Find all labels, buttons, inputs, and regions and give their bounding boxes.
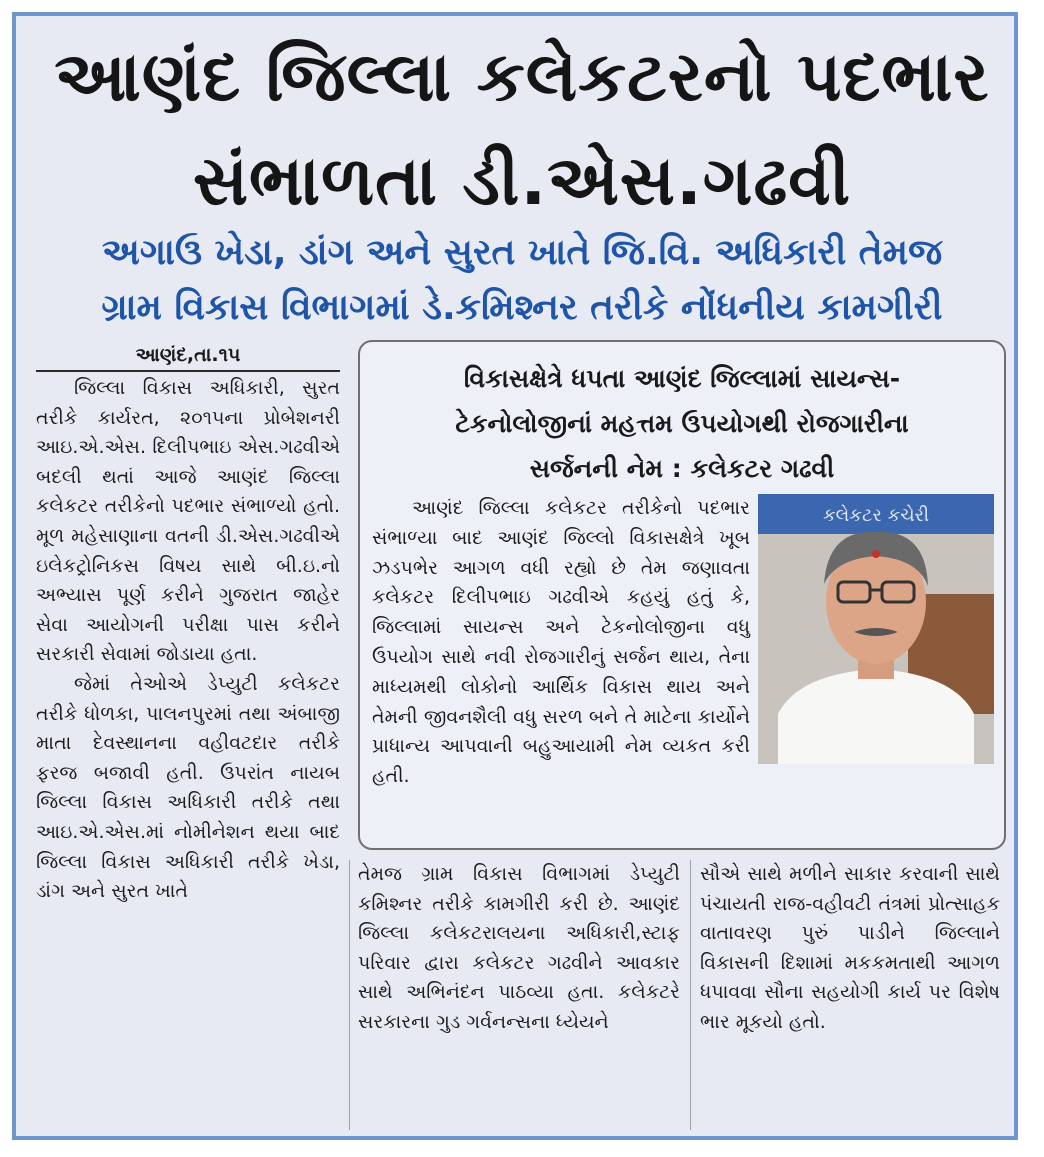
column-1-paragraph-2: જેમાં તેઓએ ડેપ્યુટી કલેકટર તરીકે ધોળકા, પાલનપુરમાં તથા અંબાજી માતા દેવસ્થાનના વહીવટદાર તરીકે ફરજ બજાવી હતી. ઉપરાંત નાયબ જિલ્લા વિકાસ અધિકારી તરીકે તથા આઇ.એ.એસ.માં નોમીનેશન થયા બાદ જિલ્લા વિકાસ અધિકારી તરીકે ખેડા, ડાંગ અને સુરત ખાતે	[36, 672, 340, 903]
box-body	[372, 494, 994, 792]
subheadline-line-1: અગાઉ ખેડા, ડાંગ અને સુરત ખાતે જિ.વિ. અધિકારી તેમજ	[101, 232, 943, 273]
box-title-line-3: સર્જનની નેમ : કલેકટર ગઢવી	[529, 454, 835, 483]
sidebar-box	[358, 340, 1006, 850]
subheadline-line-2: ગ્રામ વિકાસ વિભાગમાં ડે.કમિશ્નર તરીકે નોંધનીય કામગીરી	[101, 287, 943, 328]
column-3-text: સૌએ સાથે મળીને સાકાર કરવાની સાથે પંચાયતી રાજ-વહીવટી તંત્રમાં પ્રોત્સાહક વાતાવરણ પુરું પાડીને જિલ્લાને વિકાસની દિશામાં મકકમતાથી આગળ ધપાવવા સૌના સહયોગી કાર્ય પર વિશેષ ભાર મૂકયો હતો.	[700, 863, 1000, 1033]
article-column-1	[36, 374, 340, 907]
box-title-line-2: ટેકનોલોજીનાં મહત્તમ ઉપયોગથી રોજગારીના	[455, 409, 909, 438]
box-body-text: આણંદ જિલ્લા કલેકટર તરીકેનો પદભાર સંભાળ્યા બાદ આણંદ જિલ્લો વિકાસક્ષેત્રે ખૂબ ઝડપભેર આગળ વધી રહ્યો છે તેમ જણાવતા કલેકટર દિલીપભાઇ ગઢવીએ કહયું હતું કે, જિલ્લામાં સાયન્સ અને ટેકનોલોજીના વધુ ઉપયોગ સાથે નવી રોજગારીનું સર્જન થાય, તેના માધ્યમથી લોકોનો આર્થિક વિકાસ થાય અને તેમની જીવનશૈલી વધુ સરળ બને તે માટેના કાર્યોને પ્રાધાન્ય આપવાની બહુઆયામી નેમ વ્યકત કરી હતી.	[372, 497, 750, 788]
column-divider-2	[690, 860, 691, 1130]
column-1-paragraph-1: જિલ્લા વિકાસ અધિકારી, સુરત તરીકે કાર્યરત, ૨૦૧૫ના પ્રોબેશનરી આઇ.એ.એસ. દિલીપભાઇ એસ.ગઢવીએ બદલી થતાં આજે આણંદ જિલ્લા કલેકટર તરીકેનો પદભાર સંભાળ્યો હતો. મૂળ મહેસાણાના વતની ડી.એસ.ગઢવીએ ઇલેકટ્રોનિકસ વિષય સાથે બી.ઇ.નો અભ્યાસ પૂર્ણ કરીને ગુજરાત જાહેર સેવા આયોગની પરીક્ષા પાસ કરીને સરકારી સેવામાં જોડાયા હતા.	[36, 377, 340, 666]
box-title	[360, 356, 1004, 491]
headline-line-2: સંભાળતા ડી.એસ.ગઢવી	[192, 142, 852, 221]
headline-line-1: આણંદ જિલ્લા કલેકટરનો પદભાર	[54, 38, 990, 117]
photo-sign-text: કલેકટર કચેરી	[822, 505, 930, 526]
dateline: આણંદ,તા.૧૫	[36, 340, 340, 372]
column-2-text: તેમજ ગ્રામ વિકાસ વિભાગમાં ડેપ્યુટી કમિશ્નર તરીકે કામગીરી કરી છે. આણંદ જિલ્લા કલેકટરાલયના અધિકારી,સ્ટાફ પરિવાર દ્વારા કલેકટર ગઢવીને આવકાર સાથે અભિનંદન પાઠવ્યા હતા. કલેકટરે સરકારના ગુડ ગર્વનન્સના ધ્યેયને	[358, 863, 680, 1033]
box-title-line-1: વિકાસક્ષેત્રે ધપતા આણંદ જિલ્લામાં સાયન્સ-	[463, 364, 901, 393]
column-divider	[349, 860, 350, 1130]
article-column-2	[358, 860, 680, 1038]
article-column-3	[700, 860, 1000, 1038]
collector-portrait-icon	[758, 494, 994, 764]
collector-portrait-photo	[758, 494, 994, 764]
